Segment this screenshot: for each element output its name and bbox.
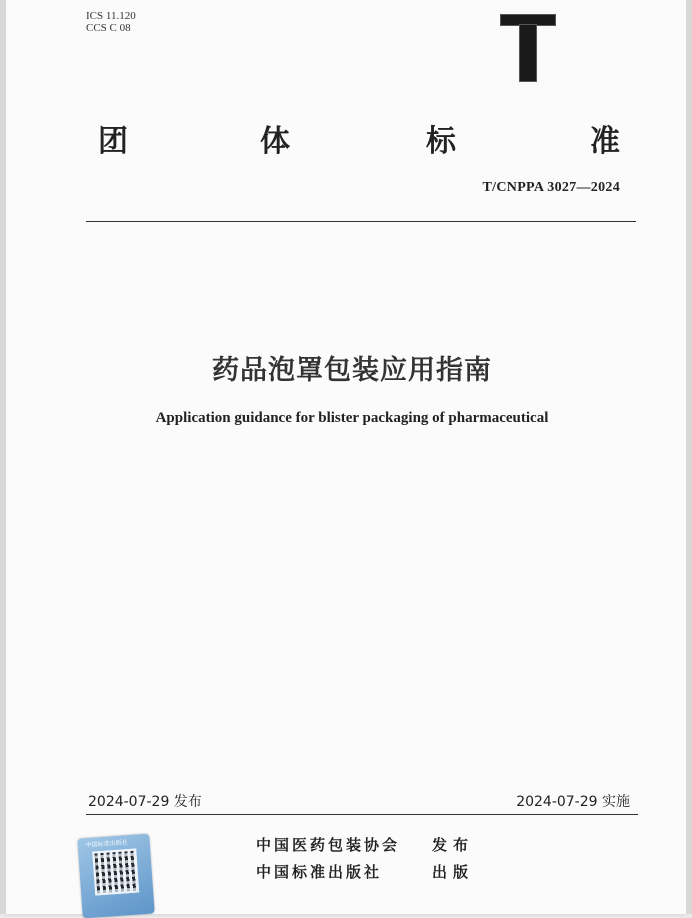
- ics-code: ICS 11.120: [86, 10, 136, 22]
- category-char-2: 体: [260, 124, 290, 159]
- scan-left-edge: [0, 0, 6, 914]
- category-char-3: 标: [426, 124, 456, 159]
- bottom-divider: [86, 814, 638, 815]
- title-chinese: 药品泡罩包装应用指南: [212, 355, 492, 386]
- publisher-name: 中国医药包装协会: [256, 836, 401, 854]
- release-date: 2024-07-29 发布: [88, 794, 202, 810]
- scan-right-edge: [686, 0, 692, 914]
- publisher-action: 发布: [432, 836, 475, 854]
- press-name: 中国标准出版社: [256, 863, 383, 881]
- top-divider: [86, 221, 636, 222]
- t-standard-logo: [500, 14, 556, 82]
- title-english: Application guidance for blister packaging of pharmaceutical: [155, 410, 549, 426]
- implement-date: 2024-07-29 实施: [516, 794, 630, 810]
- anti-counterfeit-sticker: [77, 834, 154, 918]
- document-page: [6, 0, 686, 914]
- ccs-code: CCS C 08: [86, 22, 131, 34]
- classification-codes: [86, 10, 136, 34]
- sticker-label: 中国标准出版社: [85, 839, 128, 850]
- category-char-4: 准: [590, 124, 620, 159]
- standard-number: T/CNPPA 3027—2024: [482, 180, 620, 195]
- category-char-1: 团: [98, 124, 128, 159]
- qr-code-icon: [92, 849, 139, 896]
- press-action: 出版: [432, 863, 475, 881]
